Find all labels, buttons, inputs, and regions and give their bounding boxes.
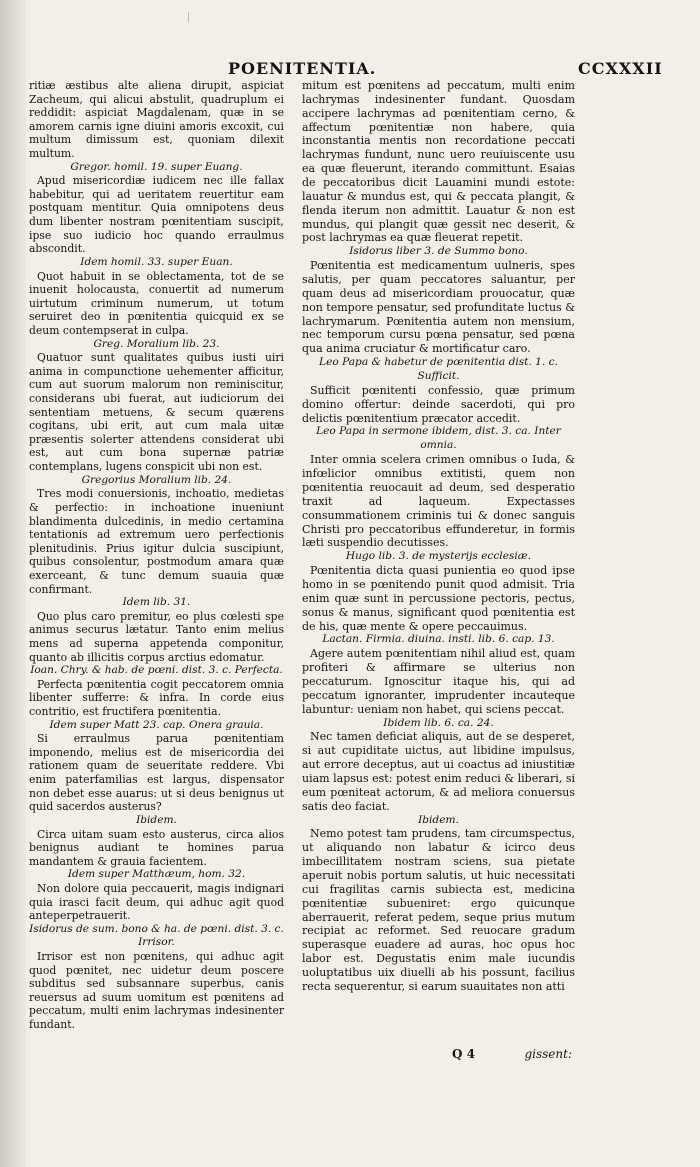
page-gutter (0, 0, 26, 1167)
citation-heading: Idem homil. 33. super Euan. (80, 255, 233, 268)
citation-heading: Gregorius Moralium lib. 24. (81, 473, 232, 486)
text-paragraph: Pœnitentia dicta quasi punientia eo quod ipse homo in se pœnitendo punit quod admisit. Tria enim quæ sunt in percussione pectoris, pectus, sonus & manus, significant quod pœnitentia est de his, quæ mente & opere peccauimus. (302, 564, 575, 633)
left-column (29, 79, 284, 1032)
text-paragraph: Pœnitentia est medicamentum uulneris, spes salutis, per quam peccatores saluantur, per quam deus ad misericordiam prouocatur, quæ non tempore pensatur, sed profunditate luctus & lachrymarum. Pœnitentia autem non mensium, nec temporum cursu pœna pensatur, sed pœna qua anima cruciatur & mortificatur caro. (302, 259, 575, 356)
text-paragraph: Si erraulmus parua pœnitentiam imponendo, melius est de misericordia dei rationem quam de seueritate reddere. Vbi enim paterfamilias est largus, dispensator non debet esse auarus: ut si deus benignus ut quid sacerdos austerus? (29, 732, 284, 814)
citation-heading: Lactan. Firmia. diuina. insti. lib. 6. cap. 13. (322, 633, 555, 646)
citation-heading: Ibidem lib. 6. ca. 24. (383, 716, 494, 729)
text-paragraph: mitum est pœnitens ad peccatum, multi enim lachrymas indesinenter fundant. Quosdam accipere lachrymas ad pœnitentiam cerno, & affectum pœnitentiæ non habere, quia inconstantia mentis non recordatione peccati lachrymas fundunt, nunc uero reuiuiscente usu ea quæ fleuerunt, iterando committunt. Esaias de peccatoribus dicit Lauamini mundi estote: lauatur & mundus est, qui & peccata plangit, & flenda iterum non admittit. Lauatur & non est mundus, qui plangit quæ gessit nec deserit, & post lachrymas ea quæ fleuerat repetit. (302, 79, 575, 245)
citation-heading: Leo Papa in sermone ibidem, dist. 3. ca. Inter omnia. (316, 425, 561, 452)
page-footer (302, 1047, 572, 1063)
citation-heading: Hugo lib. 3. de mysterijs ecclesiæ. (345, 550, 532, 563)
text-paragraph: Tres modi conuersionis, inchoatio, medietas & perfectio: in inchoatione inueniunt blandimenta dulcedinis, in medio certamina tentationis ad extremum uero perfectionis plenitudinis. Prius igitur dulcia suscipiunt, quibus consolentur, postmodum amara quæ exerceant, & tunc demum suauia quæ confirmant. (29, 487, 284, 596)
text-paragraph: Sufficit pœnitenti confessio, quæ primum domino offertur: deinde sacerdoti, qui pro delictis pœnitentium præcator accedit. (302, 383, 575, 425)
text-paragraph: Circa uitam suam esto austerus, circa alios benignus audiant te homines parua mandantem & grauia facientem. (29, 827, 284, 868)
text-paragraph: Irrisor est non pœnitens, qui adhuc agit quod pœnitet, nec uidetur deum poscere subditus sed subsannare superbus, canis reuersus ad suum uomitum est pœnitens ad peccatum, multi enim lachrymas indesinenter fundant. (29, 950, 284, 1032)
text-paragraph: Apud misericordiæ iudicem nec ille fallax habebitur, qui ad ueritatem reuertitur eam postquam mentitur. Quia omnipotens deus dum libenter nostram pœnitentiam suscipit, ipse suo iudicio hoc quando erraulmus abscondit. (29, 174, 284, 256)
citation-heading: Idem lib. 31. (122, 596, 191, 609)
catchword: gissent: (524, 1047, 572, 1061)
citation-heading: Ibidem. (136, 813, 177, 826)
right-column (302, 79, 575, 994)
text-paragraph: Agere autem pœnitentiam nihil aliud est, quam profiteri & affirmare se ulterius non peccaturum. Ignoscitur itaque his, qui ad peccatum ignoranter, imprudenter incauteque labuntur: ueniam non habet, qui sciens peccat. (302, 647, 575, 716)
citation-heading: Leo Papa & habetur de pœnitentia dist. 1. c. Sufficit. (319, 356, 558, 383)
page-mark (188, 12, 189, 22)
text-paragraph: Quatuor sunt qualitates quibus iusti uiri anima in compunctione uehementer afficitur, cum aut suorum malorum non reminiscitur, considerans ubi fuerat, aut iudiciorum dei sententiam metuens, & secum quærens cogitans, ubi erit, aut cum mala uitæ præsentis solerter attendens considerat ubi est, aut cum bona supernæ patriæ contemplans, lugens conspicit ubi non est. (29, 351, 284, 474)
running-head-title: POENITENTIA. (228, 59, 377, 78)
citation-heading: Gregor. homil. 19. super Euang. (70, 160, 243, 173)
text-paragraph: Quot habuit in se oblectamenta, tot de se inuenit holocausta, conuertit ad numerum uirtutum criminum numerum, ut totum seruiret deo in pœnitentia quicquid ex se deum contempserat in culpa. (29, 269, 284, 337)
folio-number: CCXXXII (578, 59, 663, 78)
citation-heading: Greg. Moralium lib. 23. (93, 337, 220, 350)
citation-heading: Idem super Matt 23. cap. Onera grauia. (49, 718, 264, 731)
text-paragraph: Nec tamen deficiat aliquis, aut de se desperet, si aut cupiditate uictus, aut libidine impulsus, aut errore deceptus, aut ui coactus ad iniustitiæ uiam lapsus est: potest enim reduci & liberari, si eum pœniteat actorum, & ad meliora conuersus satis deo faciat. (302, 730, 575, 813)
signature-mark: Q 4 (452, 1047, 475, 1061)
text-paragraph: Inter omnia scelera crimen omnibus o Iuda, & infœlicior omnibus extitisti, quem non pœnitentia reuocauit ad deum, sed desperatio traxit ad laqueum. Expectasses consummationem criminis tui & donec sanguis Christi pro peccatoribus effunderetur, in formis læti suspendio decutisses. (302, 453, 575, 550)
citation-heading: Isidorus de sum. bono & ha. de pœni. dist. 3. c. Irrisor. (29, 922, 284, 949)
citation-heading: Idem super Matthæum, hom. 32. (67, 868, 246, 881)
citation-heading: Ioan. Chry. & hab. de pœni. dist. 3. c. Perfecta. (30, 664, 283, 677)
text-paragraph: Nemo potest tam prudens, tam circumspectus, ut aliquando non labatur & icirco deus imbecillitatem nostram sciens, sua pietate aperuit nobis portum salutis, ut huic necessitati cui fragilitas carnis subiecta est, medicina pœnitentiæ subueniret: ergo quicunque aberrauerit, referat pedem, seque prius mutum recipiat ac reformet. Sed reuocare gradum superasque euadere ad auras, hoc opus hoc labor est. Degustatis enim male iucundis uoluptatibus uix diuelli ab his possunt, facilius recta sequerentur, si earum suauitates non atti (302, 827, 575, 993)
citation-heading: Ibidem. (418, 813, 459, 826)
text-paragraph: Non dolore quia peccauerit, magis indignari quia irasci facit deum, qui adhuc agit quod anteperpetrauerit. (29, 881, 284, 923)
citation-heading: Isidorus liber 3. de Summo bono. (349, 245, 528, 258)
text-paragraph: ritiæ æstibus alte aliena dirupit, aspiciat Zacheum, qui alicui abstulit, quadruplum ei reddidit: aspiciat Magdalenam, quæ in se amorem carnis igne diuini amoris excoxit, cui multum dimissum est, quoniam dilexit multum. (29, 79, 284, 161)
text-paragraph: Quo plus caro premitur, eo plus cœlesti spe animus securus lætatur. Tanto enim melius mens ad superna appetenda componitur, quanto ab illicitis corpus arctius edomatur. (29, 609, 284, 664)
text-paragraph: Perfecta pœnitentia cogit peccatorem omnia libenter sufferre: & infra. In corde eius contritio, est fructifera pœnitentia. (29, 677, 284, 719)
